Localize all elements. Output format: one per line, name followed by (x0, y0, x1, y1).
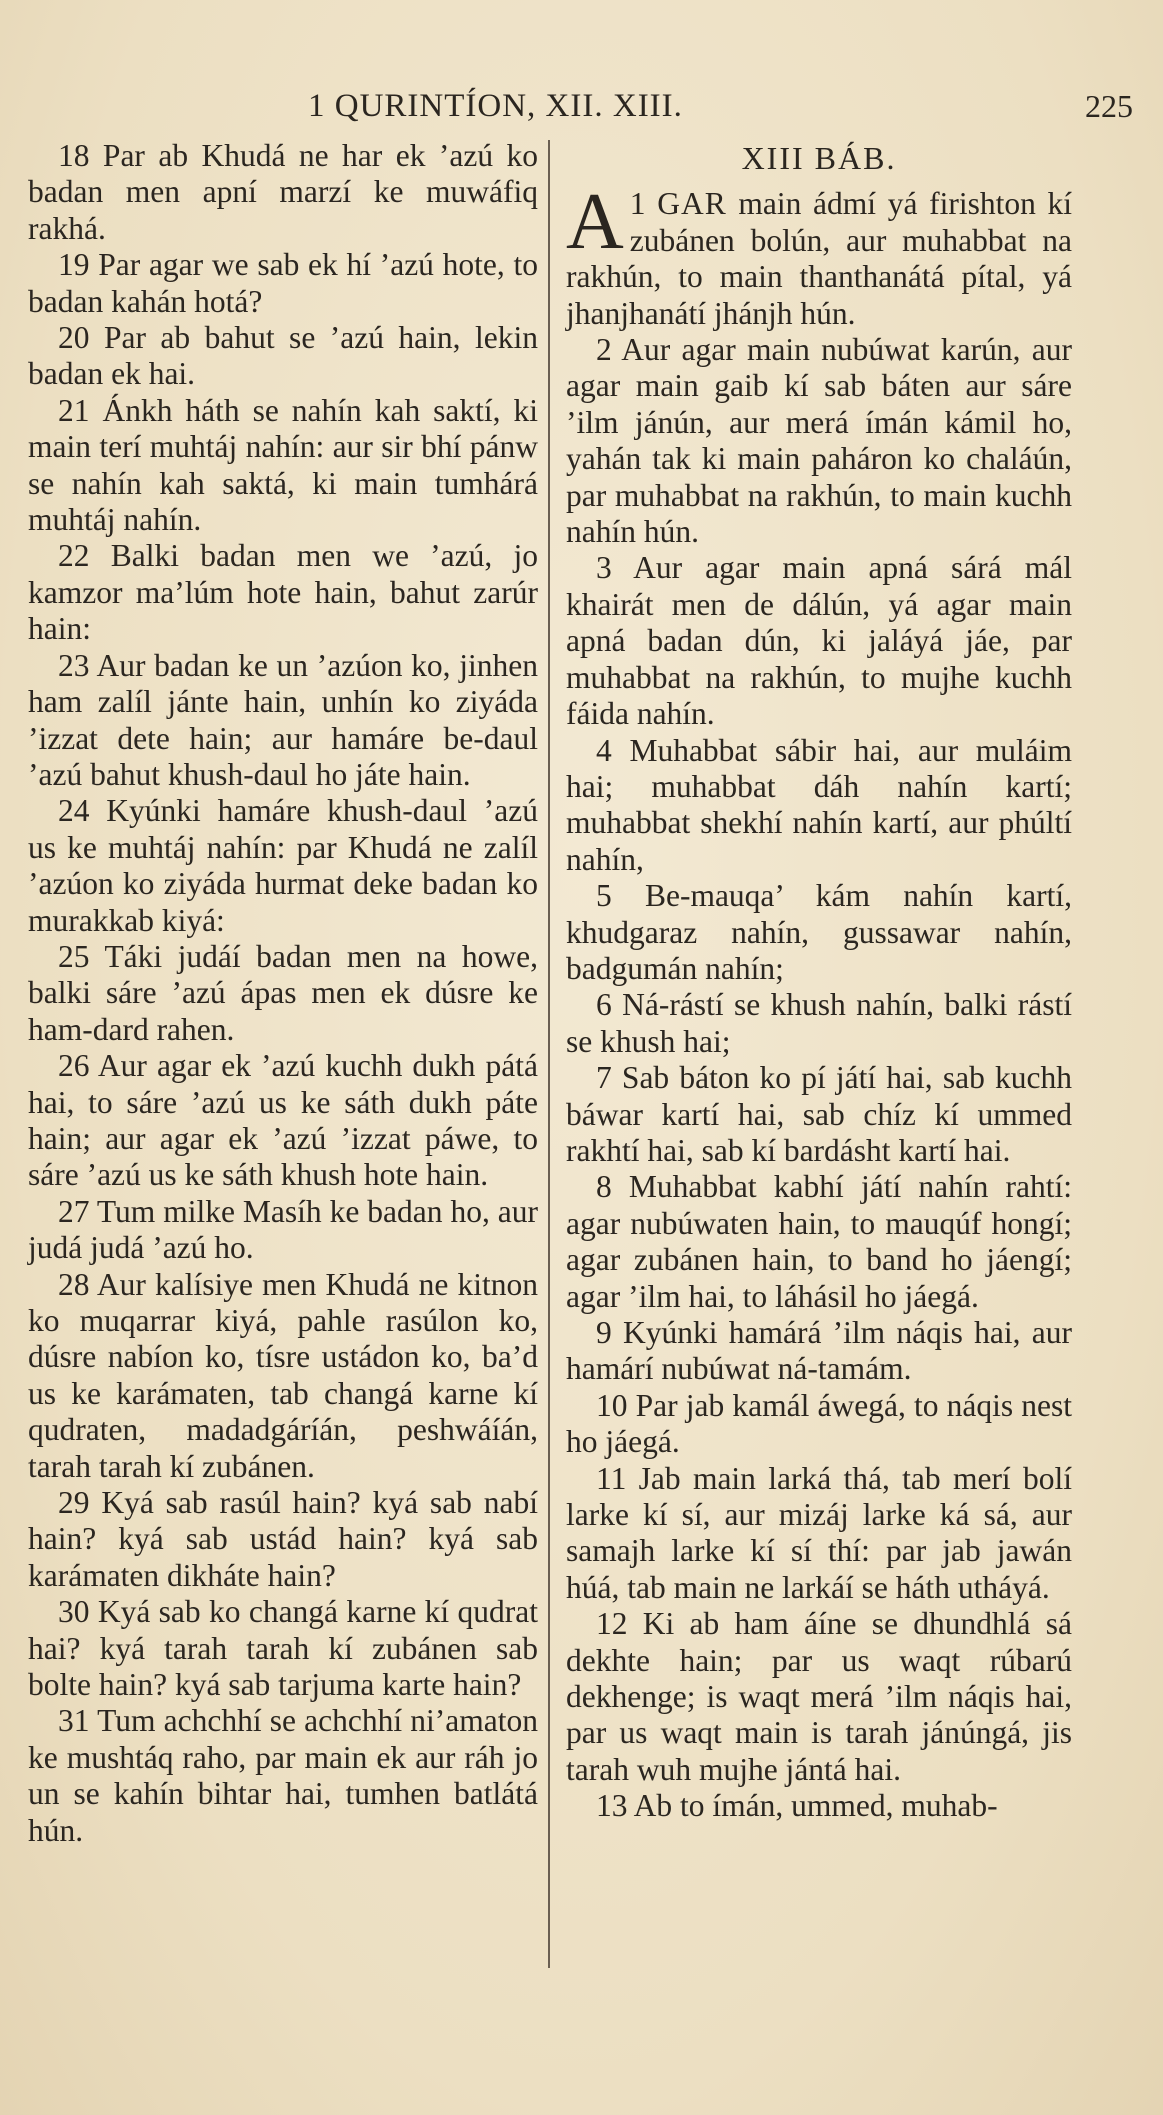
verse-paragraph: 22 Balki badan men we ’azú, jo kamzor ma’lúm hote hain, bahut zarúr hain: (28, 538, 538, 647)
verse-paragraph: 20 Par ab bahut se ’azú hain, lekin badan ek hai. (28, 320, 538, 392)
verse-paragraph: 4 Muhabbat sábir hai, aur muláim hai; muhabbat dáh nahín kartí; muhabbat shekhí nahín kartí, aur phúltí nahín, (566, 732, 1072, 877)
running-head: 1 QURINTÍON, XII. XIII. (308, 88, 683, 124)
verse-paragraph: 28 Aur kalísiye men Khudá ne kitnon ko muqarrar kiyá, pahle rasúlon ko, dúsre nabíon ko, tísre ustádon ko, ba’d us ke karámaten, tab changá karne kí qudraten, madadgáríán, peshwáíán, tarah tarah kí zubánen. (28, 1266, 538, 1484)
verse-paragraph: 30 Kyá sab ko changá karne kí qudrat hai? kyá tarah tarah kí zubánen sab bolte hain? kyá sab tarjuma karte hain? (28, 1594, 538, 1703)
left-column (28, 138, 538, 1849)
verse-paragraph: 12 Ki ab ham áíne se dhundhlá sá dekhte hain; par us waqt rúbarú dekhenge; is waqt merá ’ilm náqis hai, par us waqt main is tarah jánúngá, jis tarah wuh mujhe jántá hai. (566, 1606, 1072, 1787)
verse-paragraph: 9 Kyúnki hamárá ’ilm náqis hai, aur hamárí nubúwat ná-tamám. (566, 1315, 1072, 1387)
verse-paragraph: 25 Táki judáí badan men na howe, balki sáre ’azú ápas men ek dúsre ke ham-dard rahen. (28, 938, 538, 1047)
verse-paragraph: 26 Aur agar ek ’azú kuchh dukh pátá hai, to sáre ’azú us ke sáth dukh páte hain; aur agar ek ’azú ’izzat páwe, to sáre ’azú us ke sáth khush hote hain. (28, 1048, 538, 1193)
verse-paragraph: 19 Par agar we sab ek hí ’azú hote, to badan kahán hotá? (28, 247, 538, 319)
drop-cap: A (566, 178, 624, 267)
verse-paragraph: 29 Kyá sab rasúl hain? kyá sab nabí hain? kyá sab ustád hain? kyá sab karámaten dikháte hain? (28, 1485, 538, 1593)
page-number: 225 (1085, 88, 1133, 124)
verse-paragraph: 8 Muhabbat kabhí játí nahín rahtí: agar nubúwaten hain, to mauqúf hongí; agar zubánen hain, to band ho jáengí; agar ’ilm hai, to láhásil ho jáegá. (566, 1169, 1072, 1314)
chapter-title: XIII BÁB. (741, 140, 897, 176)
verse-paragraph: 27 Tum milke Masíh ke badan ho, aur judá judá ’azú ho. (28, 1193, 538, 1266)
page-header (28, 88, 1133, 128)
verse-paragraph: 11 Jab main larká thá, tab merí bolí larke kí sí, aur mizáj larke ká sá, aur samajh larke kí sí thí: par jab jawán húá, tab main ne larkáí se háth utháyá. (566, 1460, 1072, 1605)
verse-paragraph: 3 Aur agar main apná sárá mál khairát men de dálún, yá agar main apná badan dún, ki jaláyá jáe, par muhabbat na rakhún, to mujhe kuchh fáida nahín. (566, 550, 1072, 732)
verse-text: main ádmí yá firishton kí zubánen bolún, aur muhabbat na rakhún, to main thanthanátá pítal, yá jhanjhanátí jhánjh hún. (566, 186, 1072, 331)
verse-paragraph: 5 Be-mauqa’ kám nahín kartí, khudgaraz nahín, gussawar nahín, badgumán nahín; (566, 878, 1072, 986)
verse-paragraph: 2 Aur agar main nubúwat karún, aur agar main gaib kí sab báten aur sáre ’ilm jánún, aur merá ímán kámil ho, yahán tak ki main paháron ko chaláún, par muhabbat na rakhún, to main kuchh nahín hún. (566, 332, 1072, 550)
small-caps-lead: GAR (657, 186, 727, 222)
verse-number: 1 (629, 186, 646, 222)
verse-paragraph: 23 Aur badan ke un ’azúon ko, jinhen ham zalíl jánte hain, unhín ko ziyáda ’izzat dete hain; aur hamáre be-daul ’azú bahut khush-daul ho játe hain. (28, 647, 538, 792)
verse-paragraph: 21 Ánkh háth se nahín kah saktí, ki main terí muhtáj nahín: aur sir bhí pánw se nahín kah saktá, ki main tumhárá muhtáj nahín. (28, 392, 538, 538)
verse-paragraph: 6 Ná-rástí se khush nahín, balki rástí se khush hai; (566, 987, 1072, 1059)
verse-paragraph: 24 Kyúnki hamáre khush-daul ’azú us ke muhtáj nahín: par Khudá ne zalíl ’azúon ko ziyáda hurmat deke badan ko murakkab kiyá: (28, 793, 538, 938)
verse-paragraph: 13 Ab to ímán, ummed, muhab- (596, 1788, 998, 1824)
verse-paragraph: 31 Tum achchhí se achchhí ni’amaton ke mushtáq raho, par main ek aur ráh jo un se kahín bihtar hai, tumhen batlátá hún. (28, 1703, 538, 1848)
verse-paragraph: 18 Par ab Khudá ne har ek ’azú ko badan men apní marzí ke muwáfiq rakhá. (28, 138, 538, 246)
column-divider (548, 140, 550, 1968)
right-column (566, 138, 1072, 1825)
first-verse-paragraph (566, 178, 1072, 332)
verse-paragraph: 10 Par jab kamál áwegá, to náqis nest ho jáegá. (566, 1387, 1072, 1460)
verse-paragraph: 7 Sab báton ko pí játí hai, sab kuchh báwar kartí hai, sab chíz kí ummed rakhtí hai, sab kí bardásht kartí hai. (566, 1060, 1072, 1168)
